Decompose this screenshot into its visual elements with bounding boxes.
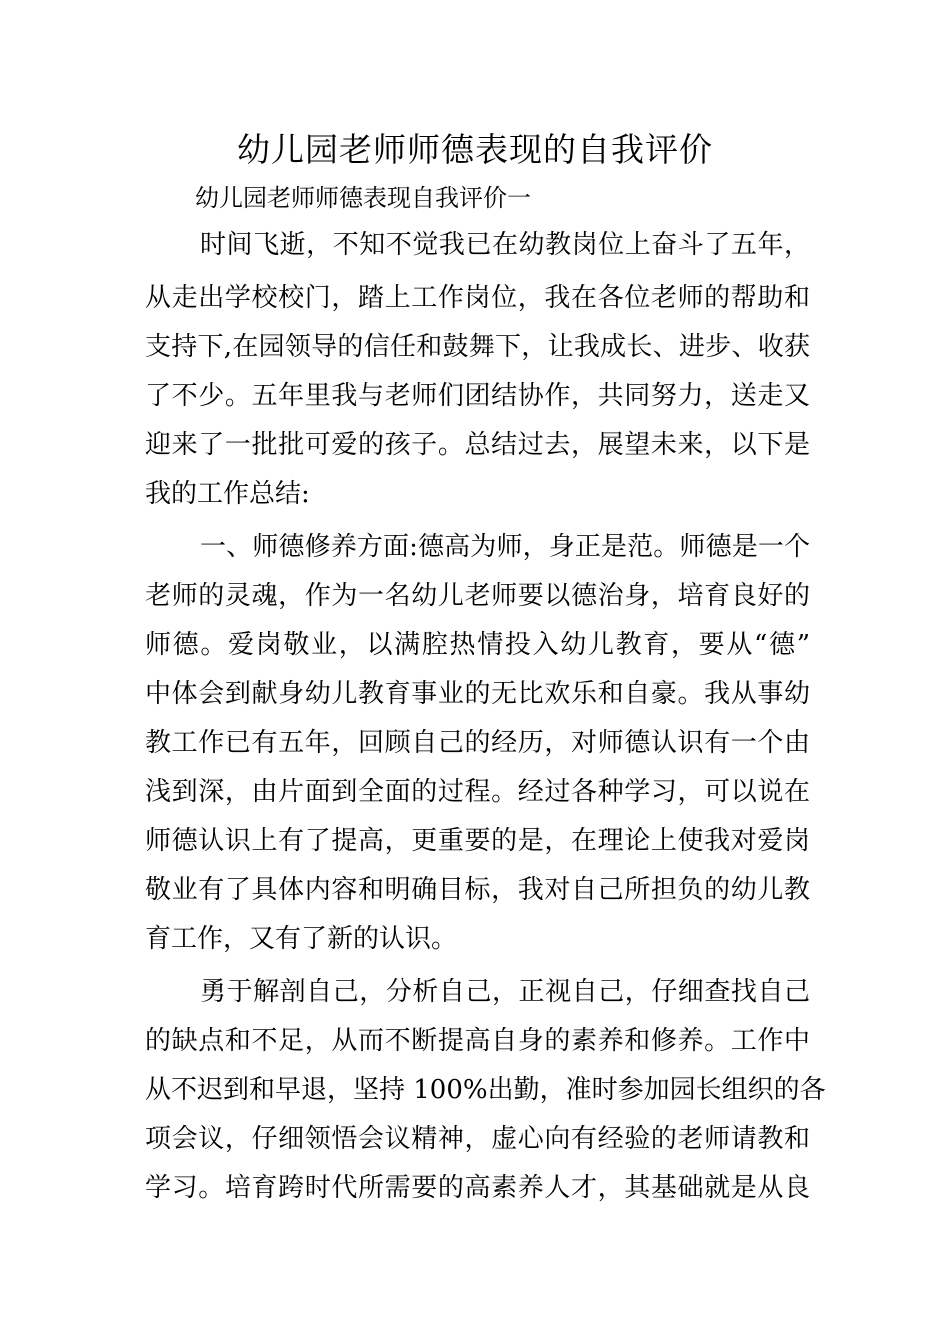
paragraph-2-line-6: 浅到深，由片面到全面的过程。经过各种学习，可以说在 [145, 777, 810, 807]
paragraph-2-line-8: 敬业有了具体内容和明确目标，我对自己所担负的幼儿教 [145, 875, 810, 905]
paragraph-1-line-3: 支持下,在园领导的信任和鼓舞下，让我成长、进步、收获 [145, 332, 810, 362]
paragraph-3-line-2: 的缺点和不足，从而不断提高自身的素养和修养。工作中 [145, 1026, 810, 1056]
paragraph-3-line-4: 项会议，仔细领悟会议精神，虚心向有经验的老师请教和 [145, 1124, 810, 1154]
document-title: 幼儿园老师师德表现的自我评价 [237, 130, 713, 169]
document-subtitle: 幼儿园老师师德表现自我评价一 [195, 184, 531, 212]
paragraph-2-line-7: 师德认识上有了提高，更重要的是，在理论上使我对爱岗 [145, 826, 810, 856]
paragraph-1-line-4: 了不少。五年里我与老师们团结协作，共同努力，送走又 [145, 381, 810, 411]
paragraph-3-line-1: 勇于解剖自己，分析自己，正视自己，仔细查找自己 [200, 977, 810, 1007]
paragraph-2-line-2: 老师的灵魂，作为一名幼儿老师要以德治身，培育良好的 [145, 581, 810, 611]
paragraph-1-line-2: 从走出学校校门，踏上工作岗位，我在各位老师的帮助和 [145, 283, 810, 313]
paragraph-1-line-5: 迎来了一批批可爱的孩子。总结过去，展望未来，以下是 [145, 430, 810, 460]
paragraph-1-line-6: 我的工作总结: [145, 479, 310, 509]
paragraph-3-line-5: 学习。培育跨时代所需要的高素养人才，其基础就是从良 [145, 1173, 810, 1203]
paragraph-2-line-9: 育工作，又有了新的认识。 [145, 924, 458, 954]
paragraph-2-line-5: 教工作已有五年，回顾自己的经历，对师德认识有一个由 [145, 728, 810, 758]
paragraph-1-line-1: 时间飞逝，不知不觉我已在幼教岗位上奋斗了五年， [200, 230, 810, 260]
paragraph-2-line-3: 师德。爱岗敬业，以满腔热情投入幼儿教育，要从“德” [145, 630, 810, 660]
paragraph-2-line-1: 一、师德修养方面:德高为师，身正是范。师德是一个 [200, 532, 810, 562]
paragraph-2-line-4: 中体会到献身幼儿教育事业的无比欢乐和自豪。我从事幼 [145, 679, 810, 709]
paragraph-3-line-3: 从不迟到和早退，坚持 100%出勤，准时参加园长组织的各 [145, 1075, 826, 1105]
